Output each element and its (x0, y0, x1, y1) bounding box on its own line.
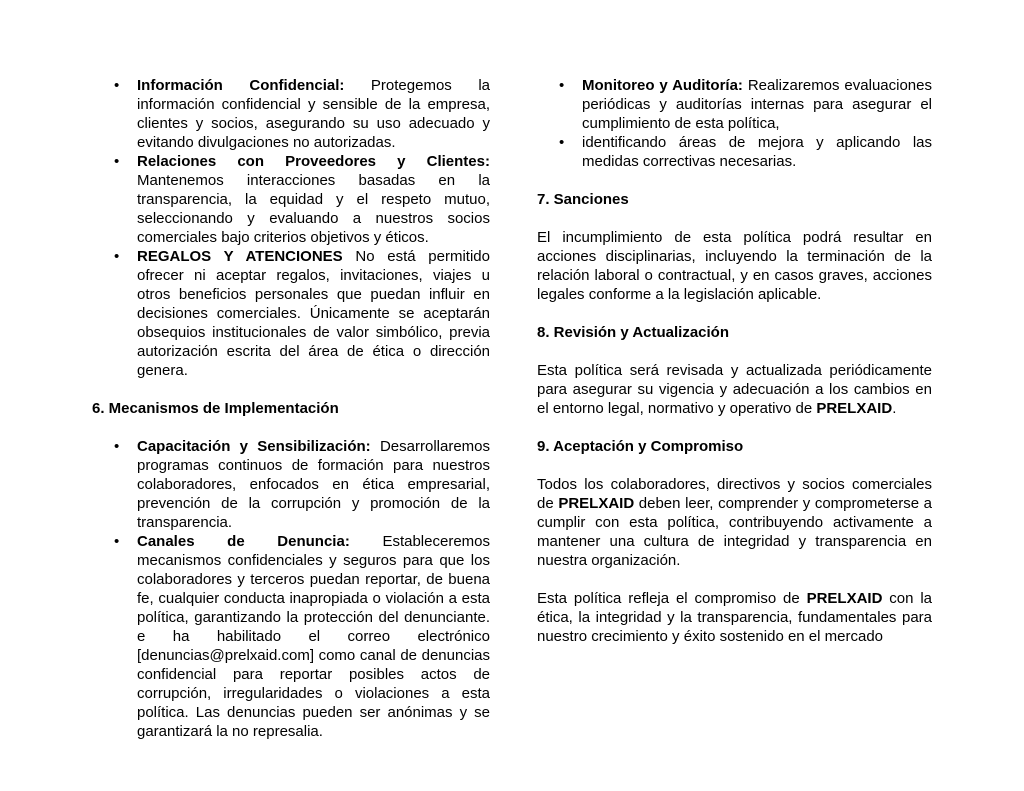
left-column (92, 76, 490, 760)
bold-text-run: 7. Sanciones (537, 191, 629, 208)
text-run: Protegemos la información confidencial y sensible de la empresa, clientes y socios, asegurando su uso adecuado y evitando divulgaciones no autorizadas. (137, 77, 490, 151)
heading-6-mecanismos-de-implementacion (92, 399, 490, 418)
paragraph-revision-y-actualizacion (537, 361, 932, 418)
text-run: identificando áreas de mejora y aplicando las medidas correctivas necesarias. (582, 134, 932, 170)
bold-text-run: Relaciones con Proveedores y Clientes: (137, 153, 490, 170)
bold-text-run: 8. Revisión y Actualización (537, 324, 730, 341)
bullet-list-principios (92, 76, 490, 380)
document-page (92, 76, 932, 760)
text-run: . (892, 400, 897, 417)
bold-text-run: Capacitación y Sensibilización: (137, 438, 371, 455)
paragraph-sanciones (537, 228, 932, 304)
paragraph-aceptacion-y-compromiso (537, 475, 932, 570)
bold-text-run: PRELXAID (806, 590, 883, 607)
text-run: Realizaremos evaluaciones periódicas y auditorías internas para asegurar el cumplimiento de esta política, (582, 77, 932, 132)
text-run: Todos los colaboradores, directivos y socios comerciales de (537, 476, 932, 512)
bullet-identificando-areas (582, 133, 932, 171)
text-run: Desarrollaremos programas continuos de formación para nuestros colaboradores, enfocados en ética empresarial, prevención de la corrupción y promoción de la transparencia. (137, 438, 491, 531)
bullet-capacitacion-y-sensibilizacion (137, 437, 490, 532)
bold-text-run: 9. Aceptación y Compromiso (537, 438, 744, 455)
bold-text-run: Monitoreo y Auditoría: (582, 77, 743, 94)
heading-8-revision-y-actualizacion (537, 323, 932, 342)
heading-9-aceptacion-y-compromiso (537, 437, 932, 456)
paragraph-compromiso-final (537, 589, 932, 646)
bold-text-run: Información Confidencial: (137, 77, 345, 94)
bullet-list-mecanismos (92, 437, 490, 741)
bullet-monitoreo-y-auditoria (582, 76, 932, 133)
text-run: Mantenemos interacciones basadas en la transparencia, la equidad y el respeto mutuo, seleccionando y evaluando a nuestros socios comerciales bajo criterios objetivos y éticos. (137, 172, 490, 246)
bold-text-run: 6. Mecanismos de Implementación (92, 400, 339, 417)
bold-text-run: PRELXAID (558, 495, 635, 512)
text-run: No está permitido ofrecer ni aceptar regalos, invitaciones, viajes u otros beneficios personales que puedan influir en decisiones comerciales. Únicamente se aceptarán obsequios institucionales de valor simbólico, previa autorización escrita del área de ética o dirección genera. (137, 248, 490, 379)
bullet-regalos-y-atenciones (137, 247, 490, 380)
text-run: Estableceremos mecanismos confidenciales y seguros para que los colaboradores y terceros puedan reportar, de buena fe, cualquier conducta inapropiada o violación a esta política, garantizando la protección del denunciante. e ha habilitado el correo electrónico [denuncias@prelxaid.com] como canal de denuncias confidencial para reportar posibles actos de corrupción, irregularidades o violaciones a esta política. Las denuncias pueden ser anónimas y se garantizará la no represalia. (137, 533, 490, 740)
heading-7-sanciones (537, 190, 932, 209)
bullet-list-monitoreo (537, 76, 932, 171)
text-run: deben leer, comprender y comprometerse a cumplir con esta política, contribuyendo activamente a mantener una cultura de integridad y transparencia en nuestra organización. (537, 495, 932, 569)
bold-text-run: Canales de Denuncia: (137, 533, 350, 550)
text-run: con la ética, la integridad y la transparencia, fundamentales para nuestro crecimiento y éxito sostenido en el mercado (537, 590, 932, 645)
bullet-informacion-confidencial (137, 76, 490, 152)
text-run: Esta política será revisada y actualizada periódicamente para asegurar su vigencia y adecuación a los cambios en el entorno legal, normativo y operativo de (537, 362, 932, 417)
text-run: Esta política refleja el compromiso de (537, 590, 807, 607)
text-run: El incumplimiento de esta política podrá resultar en acciones disciplinarias, incluyendo la terminación de la relación laboral o contractual, y en casos graves, acciones legales conforme a la legislación aplicable. (537, 229, 932, 303)
bold-text-run: PRELXAID (816, 400, 893, 417)
bullet-relaciones-proveedores-clientes (137, 152, 490, 247)
bold-text-run: REGALOS Y ATENCIONES (137, 248, 343, 265)
right-column (537, 76, 932, 760)
bullet-canales-de-denuncia (137, 532, 490, 741)
